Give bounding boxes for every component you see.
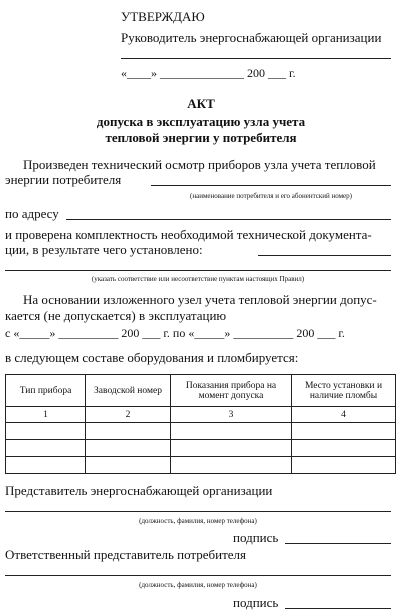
p2-line-2: ции, в результате чего установлено:: [5, 242, 203, 257]
table-cell[interactable]: [292, 423, 396, 440]
consumer-sign-line[interactable]: [285, 608, 391, 609]
col-number: 3: [171, 407, 292, 423]
col-number: 1: [6, 407, 86, 423]
table-row: [6, 457, 396, 474]
p4-line: в следующем составе оборудования и пломбируется:: [5, 350, 299, 365]
table-cell[interactable]: [171, 457, 292, 474]
col-header-readings: Показания прибора на момент допуска: [171, 375, 292, 407]
p3-line-2: кается (не допускается) в эксплуатацию: [5, 308, 227, 323]
p3-dates[interactable]: с «_____» __________ 200 ___ г. по «_____» __________ 200 ___ г.: [5, 326, 345, 340]
approve-signature-line[interactable]: [121, 58, 391, 59]
table-cell[interactable]: [6, 423, 86, 440]
table-cell[interactable]: [6, 457, 86, 474]
table-cell[interactable]: [86, 440, 171, 457]
col-header-location: Место установки и наличие пломбы: [292, 375, 396, 407]
table-row: [6, 440, 396, 457]
table-cell[interactable]: [6, 440, 86, 457]
findings-line-2[interactable]: [5, 270, 391, 271]
table-header-row: [6, 375, 396, 407]
consumer-rep-label: Ответственный представитель потребителя: [5, 547, 247, 562]
act-subheading-1: допуска в эксплуатацию узла учета: [96, 114, 306, 129]
approve-date-line[interactable]: «____» ______________ 200 ___ г.: [121, 66, 296, 80]
approve-title: УТВЕРЖДАЮ: [121, 9, 205, 24]
table-row: [6, 423, 396, 440]
findings-line-1[interactable]: [258, 255, 391, 256]
col-header-type: Тип прибора: [6, 375, 86, 407]
act-heading: АКТ: [187, 96, 215, 111]
table-number-row: [6, 407, 396, 423]
p1-line-2: энергии потребителя: [5, 172, 122, 187]
table-cell[interactable]: [292, 440, 396, 457]
address-line[interactable]: [66, 219, 391, 220]
consumer-name-line[interactable]: [151, 185, 391, 186]
equipment-table: [5, 374, 396, 474]
supplier-caption: (должность, фамилия, номер телефона): [139, 517, 257, 525]
table-cell[interactable]: [171, 440, 292, 457]
supplier-sign-label: подпись: [233, 530, 279, 545]
table-cell[interactable]: [86, 423, 171, 440]
supplier-rep-line[interactable]: [5, 511, 391, 512]
table-cell[interactable]: [171, 423, 292, 440]
act-subheading-2: тепловой энергии у потребителя: [105, 130, 297, 145]
supplier-sign-line[interactable]: [285, 543, 391, 544]
table-cell[interactable]: [86, 457, 171, 474]
consumer-rep-line[interactable]: [5, 575, 391, 576]
consumer-sign-label: подпись: [233, 595, 279, 610]
p1-caption: (наименование потребителя и его абонентский номер): [190, 192, 352, 200]
col-number: 2: [86, 407, 171, 423]
address-label: по адресу: [5, 206, 59, 221]
p1-line-1: Произведен технический осмотр приборов узла учета тепловой: [23, 157, 376, 172]
approve-position: Руководитель энергоснабжающей организации: [121, 30, 382, 45]
p2-line-1: и проверена комплектность необходимой технической документа-: [5, 227, 372, 242]
col-header-serial: Заводской номер: [86, 375, 171, 407]
col-number: 4: [292, 407, 396, 423]
table-cell[interactable]: [292, 457, 396, 474]
consumer-caption: (должность, фамилия, номер телефона): [139, 581, 257, 589]
supplier-rep-label: Представитель энергоснабжающей организации: [5, 483, 273, 498]
p3-line-1: На основании изложенного узел учета тепловой энергии допус-: [23, 292, 377, 307]
p2-caption: (указать соответствие или несоответствие пунктам настоящих Правил): [91, 275, 305, 283]
